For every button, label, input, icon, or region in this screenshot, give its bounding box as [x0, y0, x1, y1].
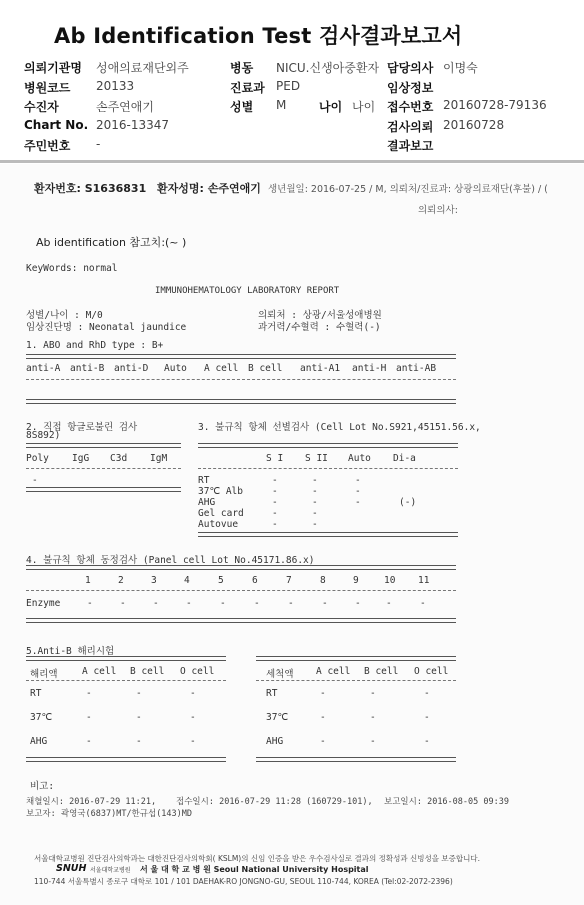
patient-value: 손주연애기: [96, 100, 154, 114]
reported-time: 보고일시: 2016-08-05 09:39: [384, 797, 509, 807]
chart-no-value: 2016-13347: [96, 118, 170, 132]
header-divider: [0, 160, 584, 163]
abo-header-3: anti-D: [114, 363, 149, 374]
double-rule: [26, 618, 456, 623]
hospital-code-value: 20133: [96, 79, 135, 93]
double-rule: [26, 757, 226, 762]
hospital-name: 서 울 대 학 교 병 원 Seoul National University Hospital: [140, 865, 369, 874]
wash-header: B cell: [364, 666, 399, 677]
ward-label: 병동: [230, 61, 254, 75]
elution-cell: -: [190, 688, 196, 699]
elution-row-label: RT: [30, 688, 42, 699]
wash-row-label: 37℃: [266, 712, 289, 723]
elution-header: A cell: [82, 666, 117, 677]
panel-column-number: 9: [353, 575, 359, 586]
panel-column-number: 7: [286, 575, 292, 586]
elution-cell: -: [136, 736, 142, 747]
receipt-no-label: 접수번호: [387, 100, 434, 114]
abo-type: 1. ABO and RhD type : B+: [26, 340, 164, 351]
double-rule: [26, 399, 456, 404]
panel-value: -: [355, 598, 361, 609]
sex-age: 성별/나이 : M/0: [26, 310, 103, 321]
screen-cell: -: [272, 497, 278, 508]
keywords: KeyWords: normal: [26, 263, 118, 274]
wash-cell: -: [370, 736, 376, 747]
abo-header-1: anti-A: [26, 363, 61, 374]
panel-value: -: [87, 598, 93, 609]
panel-value: -: [220, 598, 226, 609]
screen-row-label: Gel card: [198, 508, 244, 519]
chart-no-label: Chart No.: [24, 118, 89, 132]
screen-row-label: AHG: [198, 497, 216, 508]
abo-header-9: anti-AB: [396, 363, 437, 374]
elution-header: B cell: [130, 666, 165, 677]
screen-cell: -: [312, 497, 318, 508]
wash-cell: -: [320, 712, 326, 723]
screen-cell: -: [312, 508, 318, 519]
screen-cell: -: [355, 497, 361, 508]
received-time: 접수일시: 2016-07-29 11:28 (160729-101),: [176, 797, 373, 807]
double-rule: [198, 443, 458, 448]
dat-code: 8S892): [26, 430, 61, 441]
panel-title: 4. 불규칙 항체 동정검사 (Panel cell Lot No.45171.86.x): [26, 555, 315, 566]
panel-column-number: 3: [151, 575, 157, 586]
antib-title: 5.Anti-B 해리시험: [26, 646, 115, 657]
ward-value: NICU.신생아중환자: [276, 61, 380, 75]
double-rule: [26, 565, 456, 570]
screen-row-label: Autovue: [198, 519, 239, 530]
panel-value: -: [153, 598, 159, 609]
test-request-value: 20160728: [443, 118, 505, 132]
clinical-info-label: 임상정보: [387, 81, 434, 95]
wash-cell: -: [424, 736, 430, 747]
result-report-label: 결과보고: [387, 139, 434, 153]
dash-rule: [256, 680, 456, 681]
patient-details: 생년월일: 2016-07-25 / M, 의뢰처/진료과: 상광의료재단(후불) / (: [268, 184, 548, 195]
requester: 의뢰처 : 상광/서울성애병원: [258, 310, 382, 321]
doctor-label: 담당의사: [387, 61, 434, 75]
dat-header-poly: Poly: [26, 453, 49, 464]
wash-header: 세척액: [266, 669, 294, 680]
patient-label: 수진자: [24, 100, 59, 114]
test-request-label: 검사의뢰: [387, 120, 434, 134]
elution-row-label: AHG: [30, 736, 48, 747]
age-value: 나이: [352, 100, 376, 114]
dash-rule: [26, 680, 226, 681]
abo-header-4: Auto: [164, 363, 187, 374]
diagnosis: 임상진단명 : Neonatal jaundice: [26, 322, 187, 333]
abo-header-6: B cell: [248, 363, 283, 374]
resident-no-label: 주민번호: [24, 139, 71, 153]
wash-header: A cell: [316, 666, 351, 677]
panel-column-number: 10: [384, 575, 396, 586]
doctor-value: 이명숙: [443, 61, 478, 75]
collected-time: 채혈일시: 2016-07-29 11:21,: [26, 797, 157, 807]
patient-number: 환자번호: S1636831: [34, 182, 147, 195]
panel-column-number: 6: [252, 575, 258, 586]
panel-value: -: [322, 598, 328, 609]
elution-cell: -: [190, 736, 196, 747]
panel-value: -: [120, 598, 126, 609]
requesting-doctor: 의뢰의사:: [418, 205, 458, 216]
age-label: 나이: [319, 100, 343, 114]
panel-row-label: Enzyme: [26, 598, 61, 609]
wash-row-label: AHG: [266, 736, 284, 747]
wash-row-label: RT: [266, 688, 278, 699]
screen-header-dia: Di-a: [393, 453, 416, 464]
patient-name: 환자성명: 손주연애기: [157, 182, 261, 195]
wash-cell: -: [320, 688, 326, 699]
wash-cell: -: [370, 688, 376, 699]
ab-identification-title: Ab identification 참고치:(~ ): [36, 236, 187, 249]
screen-cell: -: [272, 475, 278, 486]
elution-cell: -: [86, 736, 92, 747]
elution-row-label: 37℃: [30, 712, 53, 723]
elution-header: 해리액: [30, 669, 58, 680]
panel-column-number: 8: [320, 575, 326, 586]
department-label: 진료과: [230, 81, 265, 95]
dash-rule: [198, 468, 458, 469]
resident-no-value: -: [96, 137, 101, 151]
lab-report-title: IMMUNOHEMATOLOGY LABORATORY REPORT: [155, 286, 340, 296]
screen-cell: -: [312, 475, 318, 486]
remark: 비고:: [30, 781, 55, 792]
screen-title: 3. 불규칙 항체 선별검사 (Cell Lot No.S921,45151.56.x,: [198, 422, 481, 433]
double-rule: [26, 487, 181, 492]
screen-cell: -: [272, 519, 278, 530]
screen-cell: (-): [399, 497, 417, 508]
panel-column-number: 11: [418, 575, 430, 586]
screen-header-sii: S II: [305, 453, 328, 464]
wash-cell: -: [370, 712, 376, 723]
screen-header-auto: Auto: [348, 453, 371, 464]
abo-header-5: A cell: [204, 363, 239, 374]
sex-label: 성별: [230, 100, 254, 114]
dash-rule: [26, 590, 456, 591]
scanned-report: [0, 164, 584, 905]
snuh-logo-sub: 서울대학교병원: [90, 867, 131, 874]
screen-cell: -: [312, 519, 318, 530]
department-value: PED: [276, 79, 301, 93]
screen-row-label: RT: [198, 475, 210, 486]
panel-value: -: [288, 598, 294, 609]
screen-cell: -: [272, 508, 278, 519]
transfusion-history: 과거력/수혈력 : 수혈력(-): [258, 322, 381, 333]
screen-cell: -: [355, 475, 361, 486]
wash-header: O cell: [414, 666, 449, 677]
abo-header-8: anti-H: [352, 363, 387, 374]
screen-cell: -: [355, 486, 361, 497]
elution-cell: -: [86, 688, 92, 699]
double-rule: [26, 443, 181, 448]
wash-cell: -: [424, 712, 430, 723]
elution-cell: -: [136, 712, 142, 723]
elution-cell: -: [190, 712, 196, 723]
double-rule: [256, 656, 456, 661]
dat-header-igm: IgM: [150, 453, 168, 464]
double-rule: [256, 757, 456, 762]
elution-header: O cell: [180, 666, 215, 677]
abo-header-7: anti-A1: [300, 363, 341, 374]
screen-cell: -: [312, 486, 318, 497]
institution-value: 성애의료재단외주: [96, 61, 189, 75]
screen-header-si: S I: [266, 453, 284, 464]
dat-header-c3d: C3d: [110, 453, 128, 464]
sex-value: M: [276, 98, 287, 112]
receipt-no-value: 20160728-79136: [443, 98, 547, 112]
panel-value: -: [254, 598, 260, 609]
dat-header-igg: IgG: [72, 453, 90, 464]
wash-cell: -: [424, 688, 430, 699]
double-rule: [198, 532, 458, 537]
report-title: Ab Identification Test 검사결과보고서: [54, 24, 463, 48]
panel-column-number: 5: [218, 575, 224, 586]
dat-title: 2. 직접 항글로불린 검사: [26, 422, 138, 433]
abo-header-2: anti-B: [70, 363, 105, 374]
snuh-logo: SNUH: [56, 863, 87, 874]
screen-cell: -: [272, 486, 278, 497]
hospital-code-label: 병원코드: [24, 81, 71, 95]
elution-cell: -: [136, 688, 142, 699]
dash-rule: [26, 379, 456, 380]
dat-value: -: [32, 475, 38, 486]
institution-label: 의뢰기관명: [24, 61, 82, 75]
double-rule: [26, 354, 456, 359]
panel-column-number: 2: [118, 575, 124, 586]
screen-row-label: 37℃ Alb: [198, 486, 243, 497]
dash-rule: [26, 468, 181, 469]
reporter: 보고자: 곽영국(6837)MT/한규섭(143)MD: [26, 809, 193, 819]
double-rule: [26, 656, 226, 661]
elution-cell: -: [86, 712, 92, 723]
panel-value: -: [186, 598, 192, 609]
panel-value: -: [386, 598, 392, 609]
wash-cell: -: [320, 736, 326, 747]
panel-column-number: 1: [85, 575, 91, 586]
panel-value: -: [420, 598, 426, 609]
panel-column-number: 4: [184, 575, 190, 586]
hospital-address: 110-744 서울특별시 종로구 대학로 101 / 101 DAEHAK-RO JONGNO-GU, SEOUL 110-744, KOREA (Tel:02-2072-2396): [34, 877, 453, 886]
accreditation-note: 서울대학교병원 진단검사의학과는 대한진단검사의학회( KSLM)의 신임 인증을 받은 우수검사실로 결과의 정확성과 신빙성을 보증합니다.: [34, 854, 481, 863]
